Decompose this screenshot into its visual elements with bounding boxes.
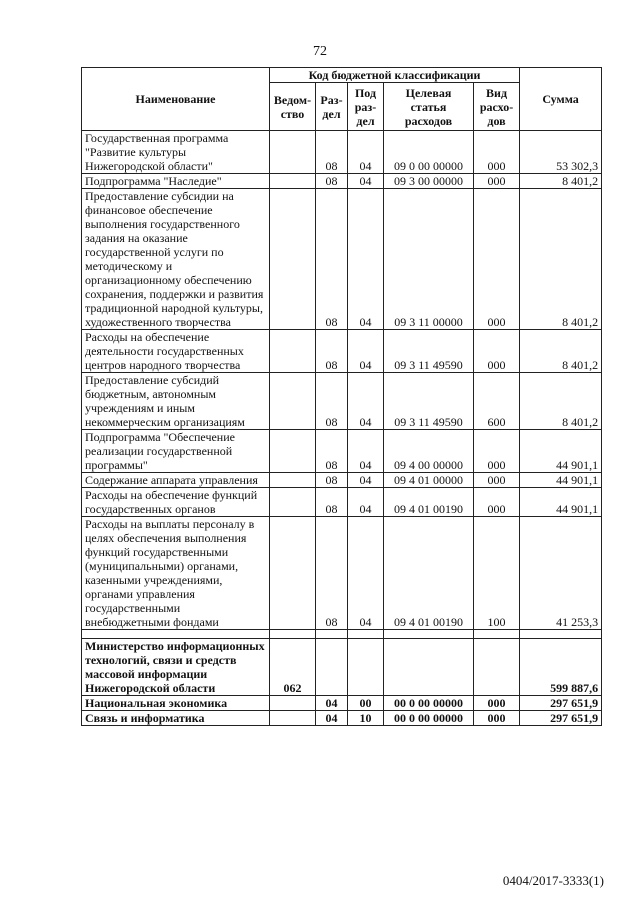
header-sum: Сумма [520, 68, 602, 131]
cell-section: 08 [316, 373, 348, 430]
cell-sum: 8 401,2 [520, 373, 602, 430]
cell-subsection: 04 [348, 330, 384, 373]
header-subsection: Под раз-дел [348, 83, 384, 131]
cell-expense-type: 000 [474, 696, 520, 711]
budget-table [81, 67, 602, 726]
cell-subsection: 04 [348, 131, 384, 174]
cell-target-article: 00 0 00 00000 [384, 696, 474, 711]
cell-department [270, 330, 316, 373]
cell-subsection: 04 [348, 189, 384, 330]
cell-name: Предоставление субсидии на финансовое обеспечение выполнения государственного задания на оказание государственной услуги по методическому и организационному обеспечению сохранения, поддержки и развития традиционной народной культуры, художественного творчества [82, 189, 270, 330]
table-row [82, 189, 602, 330]
cell-department [270, 696, 316, 711]
cell-expense-type: 100 [474, 517, 520, 630]
header-expense-type: Вид расхо-дов [474, 83, 520, 131]
spacer-cell [82, 630, 270, 639]
table-row [82, 711, 602, 726]
cell-name: Расходы на обеспечение деятельности государственных центров народного творчества [82, 330, 270, 373]
cell-expense-type: 000 [474, 174, 520, 189]
header-target-article: Целевая статья расходов [384, 83, 474, 131]
cell-section: 08 [316, 189, 348, 330]
table-row [82, 430, 602, 473]
table-row [82, 488, 602, 517]
cell-section: 04 [316, 696, 348, 711]
cell-section: 08 [316, 488, 348, 517]
cell-name: Расходы на обеспечение функций государственных органов [82, 488, 270, 517]
table-row [82, 473, 602, 488]
cell-subsection: 10 [348, 711, 384, 726]
document-code: 0404/2017-3333(1) [502, 873, 604, 888]
table-row [82, 373, 602, 430]
cell-section [316, 639, 348, 696]
cell-expense-type: 000 [474, 189, 520, 330]
cell-expense-type: 000 [474, 330, 520, 373]
cell-sum: 44 901,1 [520, 488, 602, 517]
cell-target-article: 09 3 11 49590 [384, 330, 474, 373]
cell-subsection: 04 [348, 488, 384, 517]
cell-expense-type: 000 [474, 711, 520, 726]
spacer-cell [348, 630, 384, 639]
cell-expense-type: 000 [474, 473, 520, 488]
cell-target-article: 00 0 00 00000 [384, 711, 474, 726]
cell-name: Содержание аппарата управления [82, 473, 270, 488]
header-department: Ведом-ство [270, 83, 316, 131]
table-row [82, 174, 602, 189]
cell-department [270, 711, 316, 726]
cell-subsection: 04 [348, 517, 384, 630]
cell-sum: 297 651,9 [520, 696, 602, 711]
cell-target-article [384, 639, 474, 696]
cell-name: Расходы на выплаты персоналу в целях обеспечения выполнения функций государственными (муниципальными) органами, казенными учреждениями, органами управления государственными внебюджетными фондами [82, 517, 270, 630]
cell-target-article: 09 4 00 00000 [384, 430, 474, 473]
cell-section: 04 [316, 711, 348, 726]
cell-name: Связь и информатика [82, 711, 270, 726]
cell-section: 08 [316, 517, 348, 630]
cell-expense-type: 000 [474, 131, 520, 174]
cell-sum: 297 651,9 [520, 711, 602, 726]
cell-target-article: 09 0 00 00000 [384, 131, 474, 174]
cell-expense-type: 000 [474, 488, 520, 517]
cell-subsection: 04 [348, 174, 384, 189]
cell-department [270, 373, 316, 430]
spacer-cell [384, 630, 474, 639]
cell-sum: 44 901,1 [520, 430, 602, 473]
table-row [82, 696, 602, 711]
cell-section: 08 [316, 473, 348, 488]
cell-department [270, 189, 316, 330]
cell-sum: 8 401,2 [520, 330, 602, 373]
cell-expense-type: 600 [474, 373, 520, 430]
table-row [82, 330, 602, 373]
cell-section: 08 [316, 330, 348, 373]
cell-name: Министерство информационных технологий, связи и средств массовой информации Нижегородской области [82, 639, 270, 696]
cell-name: Подпрограмма "Обеспечение реализации государственной программы" [82, 430, 270, 473]
header-code-group: Код бюджетной классификации [270, 68, 520, 83]
cell-sum: 41 253,3 [520, 517, 602, 630]
cell-target-article: 09 3 11 49590 [384, 373, 474, 430]
cell-section: 08 [316, 430, 348, 473]
cell-target-article: 09 4 01 00190 [384, 488, 474, 517]
cell-target-article: 09 3 00 00000 [384, 174, 474, 189]
cell-section: 08 [316, 174, 348, 189]
spacer-cell [316, 630, 348, 639]
cell-expense-type: 000 [474, 430, 520, 473]
cell-sum: 53 302,3 [520, 131, 602, 174]
cell-department [270, 488, 316, 517]
cell-sum: 44 901,1 [520, 473, 602, 488]
cell-target-article: 09 3 11 00000 [384, 189, 474, 330]
cell-name: Предоставление субсидий бюджетным, автономным учреждениям и иным некоммерческим организациям [82, 373, 270, 430]
spacer-cell [270, 630, 316, 639]
header-section: Раз-дел [316, 83, 348, 131]
table-row [82, 517, 602, 630]
table-body [82, 131, 602, 726]
cell-sum: 599 887,6 [520, 639, 602, 696]
cell-sum: 8 401,2 [520, 174, 602, 189]
cell-sum: 8 401,2 [520, 189, 602, 330]
cell-department [270, 174, 316, 189]
cell-expense-type [474, 639, 520, 696]
cell-subsection: 04 [348, 430, 384, 473]
cell-subsection: 04 [348, 473, 384, 488]
cell-name: Подпрограмма "Наследие" [82, 174, 270, 189]
cell-name: Национальная экономика [82, 696, 270, 711]
cell-target-article: 09 4 01 00000 [384, 473, 474, 488]
cell-subsection: 04 [348, 373, 384, 430]
cell-target-article: 09 4 01 00190 [384, 517, 474, 630]
cell-department: 062 [270, 639, 316, 696]
header-name: Наименование [82, 68, 270, 131]
cell-department [270, 517, 316, 630]
table-row [82, 639, 602, 696]
cell-subsection: 00 [348, 696, 384, 711]
page-number: 72 [313, 44, 327, 59]
spacer-cell [520, 630, 602, 639]
cell-department [270, 131, 316, 174]
cell-section: 08 [316, 131, 348, 174]
cell-name: Государственная программа "Развитие культуры Нижегородской области" [82, 131, 270, 174]
table-row [82, 131, 602, 174]
cell-department [270, 473, 316, 488]
spacer-row [82, 630, 602, 639]
cell-subsection [348, 639, 384, 696]
spacer-cell [474, 630, 520, 639]
cell-department [270, 430, 316, 473]
